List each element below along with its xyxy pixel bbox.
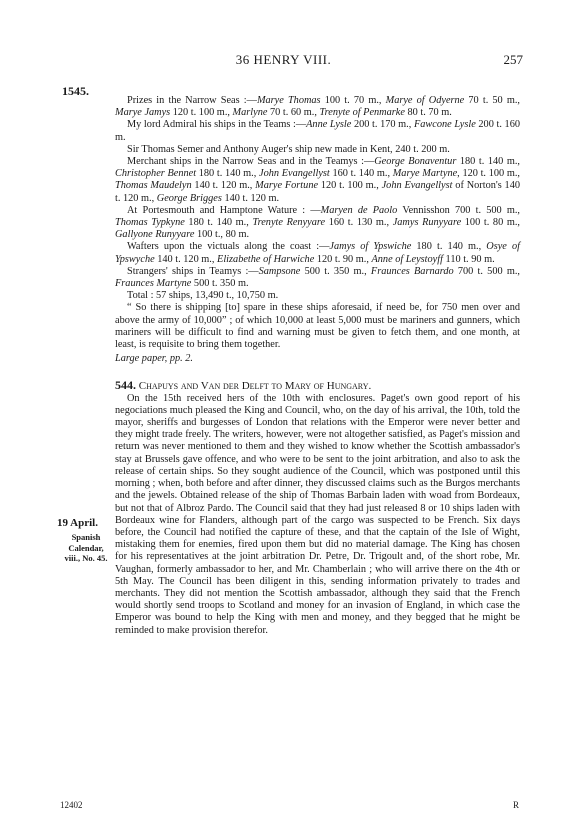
text-segment: , 120 t. 100 m., — [457, 168, 520, 180]
list-paragraph — [115, 290, 520, 302]
text-segment: of Norton's 140 t. 120 m., — [115, 180, 520, 204]
text-segment: 500 t. 350 m. — [191, 278, 249, 290]
ship-name: Marye Thomas — [256, 95, 321, 106]
ship-name: Anne Lysle — [306, 119, 352, 131]
ship-name: Trenyte Renyyare — [252, 217, 326, 229]
text-segment: 500 t. 350 m., — [300, 265, 371, 277]
entry-title: Chapuys and Van der Delft to Mary of Hungary. — [138, 380, 372, 393]
ship-name: Gallyone Runyyare — [115, 229, 195, 241]
ship-name: George Brigges — [156, 192, 222, 204]
text-segment: 160 t. 140 m., — [329, 168, 393, 180]
ship-name: Osye of Ypswyche — [115, 241, 520, 265]
entry-date: 19 April. — [57, 517, 98, 529]
text-segment: 180 t. 140 m., — [184, 217, 253, 229]
list-paragraph — [115, 302, 520, 351]
text-segment: At Portesmouth and Hamptone Wature : — — [127, 204, 321, 216]
text-segment: 120 t. 90 m., — [314, 253, 372, 265]
text-segment: 110 t. 90 m. — [442, 253, 495, 265]
ship-list — [115, 95, 520, 351]
ship-name: Thomas Typkyne — [115, 217, 185, 229]
text-segment: 200 t. 160 m. — [115, 119, 520, 143]
ship-name: Marye of Odyerne — [385, 95, 465, 106]
ship-name: Fraunces Martyne — [115, 278, 192, 290]
main-text — [115, 95, 520, 637]
text-segment: “ So there is shipping [to] spare in these ships aforesaid, if need be, for 750 men over and above the army of 10,000” ; of which 10,000 at least 5,000 must be mariners and gunners, which mariners will be difficult to find and warning must be given to fetch them, and one month, at least, is requisite to bring them together. — [115, 302, 520, 351]
ship-name: Jamys of Ypswiche — [329, 241, 412, 253]
footer-signature-letter: R — [512, 800, 519, 810]
text-segment: 100 t. 80 m., — [461, 217, 521, 229]
ship-name: Marlyne — [232, 107, 268, 119]
ship-name: Marye Jamys — [115, 107, 171, 119]
list-paragraph — [115, 95, 520, 119]
text-segment: 140 t. 120 m. — [221, 192, 280, 204]
list-paragraph — [115, 119, 520, 143]
ship-name: Fraunces Barnardo — [370, 265, 454, 277]
margin-year: 1545. — [62, 84, 89, 98]
source-note: Large paper, pp. 2. — [115, 353, 193, 365]
text-segment: 180 t. 140 m., — [196, 168, 260, 180]
text-segment: My lord Admiral his ships in the Teams :— — [127, 119, 307, 131]
ship-name: John Evangellyst — [259, 168, 330, 180]
text-segment: 80 t. 70 m. — [404, 107, 452, 119]
list-paragraph — [115, 266, 520, 290]
text-segment: Prizes in the Narrow Seas :— — [127, 95, 257, 106]
ship-name: Marye Martyne — [392, 168, 458, 180]
ship-name: Thomas Maudelyn — [115, 180, 192, 192]
margin-reference-line: Spanish — [71, 532, 101, 542]
list-paragraph — [115, 205, 520, 242]
text-segment: 100 t., 80 m. — [194, 229, 250, 241]
ship-name: Trenyte of Penmarke — [319, 107, 405, 119]
text-segment: 120 t. 100 m., — [170, 107, 233, 119]
text-segment: 700 t. 500 m., — [453, 265, 520, 277]
ship-name: Anne of Leystoyff — [371, 253, 443, 265]
text-segment: 120 t. 100 m., — [318, 180, 382, 192]
ship-name: Sampsone — [258, 265, 301, 277]
ship-name: Elizabethe of Harwiche — [217, 253, 315, 265]
text-segment: 180 t. 140 m., — [411, 241, 487, 253]
text-segment: 180 t. 140 m., — [456, 156, 520, 168]
ship-name: Maryen de Paolo — [320, 204, 398, 216]
entry-heading — [115, 379, 520, 392]
text-segment: 140 t. 120 m., — [154, 253, 218, 265]
list-paragraph — [115, 241, 520, 265]
footer-signature: 12402 — [60, 800, 83, 810]
ship-name: Jamys Runyyare — [392, 217, 462, 229]
text-segment: 140 t. 120 m., — [191, 180, 256, 192]
text-segment: Wafters upon the victuals along the coast :— — [127, 241, 330, 253]
entry-text: On the 15th received hers of the 10th with enclosures. Paget's own good report of his negociations much pleased the King and Council, who, on the day of his arrival, the 10th, told the mayor, sheriffs and burgesses of London that relations with the Emperor were never better and they might trade freely. The writers, however, were not altogether satisfied, as Paget's mission and return was never mentioned to them and they wished to know whether the Scottish ambassador's stay at Brussels gave offence, and who were to be sent to the joint arbitration, and also to ask the release of certain ships. So they sought audience of the Council, which was postponed until this morning ; when, both before and after dinner, they discussed claims such as the Burgos merchants and the jewels. Obtained release of the ship of Thomas Barbain laden with woad from Bordeaux, but not that of Albroz Pardo. The Council said that they had just released 8 or 10 ships laden with Bordeaux wine for Flanders, although part of the cargo was suspected to be French. Six days before, the Council had notified the capture of these, and that the captain of the Isle of Wight, mistaking them for enemies, fired upon them but did no material damage. The King has chosen for his representatives at the joint arbitration Dr. Petre, Dr. Trigoult and, of the short robe, Mr. Vaughan, formerly ambassador to her, and Mr. Chamberlain ; who will arrive there on the 4th or 5th May. The Council has been diligent in this, sending information privately to trades and merchants. They did not mention the Scottish ambassador, although they said that the French would shortly send troops to Scotland and money for an invasion of England, in which case the Emperor was bound to help the King with men and money, and they begged that he might be reminded to make provision therefor. — [115, 392, 520, 636]
list-paragraph — [115, 144, 520, 156]
ship-name: Christopher Bennet — [115, 168, 197, 180]
text-segment: 100 t. 70 m., — [320, 95, 386, 106]
list-paragraph — [115, 156, 520, 205]
running-head-title: 36 HENRY VIII. — [235, 52, 332, 67]
text-segment: 160 t. 130 m., — [325, 217, 393, 229]
margin-reference-line: viii., No. 45. — [64, 553, 108, 563]
text-segment: Total : 57 ships, 13,490 t., 10,750 m. — [127, 290, 279, 302]
page-number: 257 — [503, 52, 523, 67]
ship-name: George Bonaventur — [374, 156, 457, 168]
text-segment: Sir Thomas Semer and Anthony Auger's ship new made in Kent, 240 t. 200 m. — [127, 143, 450, 155]
ship-name: John Evangellyst — [381, 180, 453, 192]
text-segment: Merchant ships in the Narrow Seas and in the Teamys :— — [127, 156, 375, 168]
text-segment: Vennisshon 700 t. 500 m., — [397, 204, 520, 216]
ship-name: Marye Fortune — [255, 180, 319, 192]
entry-number: 544. — [115, 378, 136, 393]
text-segment: 200 t. 170 m., — [351, 119, 414, 131]
margin-reference-line: Calendar, — [68, 542, 104, 553]
margin-reference — [56, 532, 116, 564]
text-segment: 70 t. 60 m., — [267, 107, 320, 119]
ship-name: Fawcone Lysle — [413, 119, 476, 131]
text-segment: 70 t. 50 m., — [464, 95, 520, 106]
text-segment: Strangers' ships in Teamys :— — [127, 265, 259, 277]
